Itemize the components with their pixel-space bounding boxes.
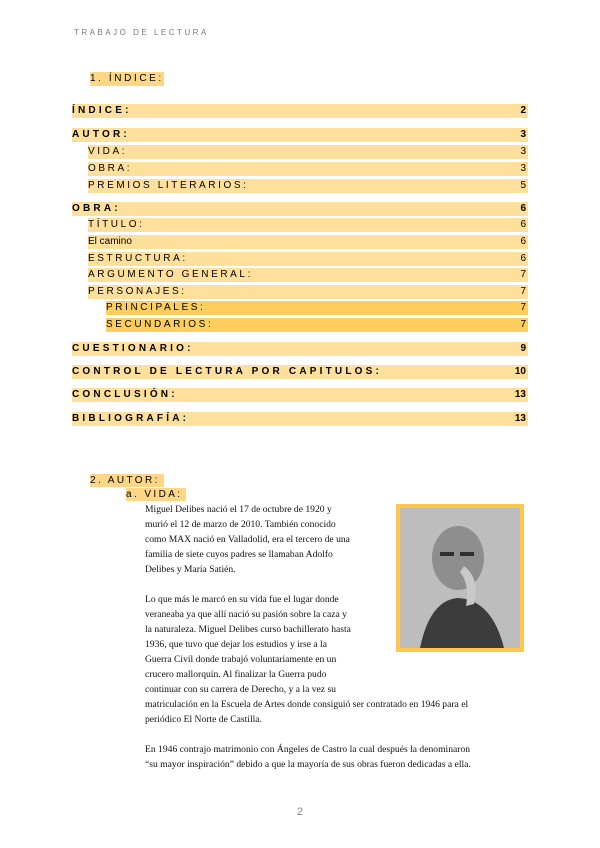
paragraph-line: Lo que más le marcó en su vida fue el lugar donde — [145, 594, 339, 605]
toc-entry-argumento[interactable] — [88, 268, 528, 282]
toc-entry-indice[interactable] — [72, 104, 528, 118]
toc-label: PERSONAJES: — [88, 286, 187, 297]
paragraph-line: la naturaleza. Miguel Delibes curso bachillerato hasta — [145, 624, 351, 635]
toc-entry-obra[interactable] — [88, 162, 528, 176]
author-photo — [400, 508, 520, 648]
toc-page: 6 — [520, 219, 526, 230]
paragraph-line: Delibes y María Satién. — [145, 564, 236, 575]
paragraph-line: Guerra Civil donde trabajó voluntariamente en un — [145, 654, 337, 665]
toc-page: 7 — [520, 302, 526, 313]
toc-page: 6 — [520, 203, 526, 214]
portrait-icon — [400, 508, 520, 648]
toc-entry-vida[interactable] — [88, 145, 528, 159]
toc-label: OBRA: — [88, 163, 133, 174]
toc-page: 3 — [520, 129, 526, 140]
toc-label: ÍNDICE: — [72, 105, 132, 116]
paragraph-line: periódico El Norte de Castilla. — [145, 714, 262, 725]
toc-entry-control[interactable] — [72, 365, 528, 379]
toc-entry-secundarios[interactable] — [106, 318, 528, 332]
toc-label: AUTOR: — [72, 129, 130, 140]
paragraph-line: matriculación en la Escuela de Artes donde consiguió ser contratado en 1946 para el — [145, 699, 469, 710]
section-2-heading: 2. AUTOR: — [90, 474, 164, 487]
toc-label: El camino — [88, 236, 132, 247]
section-1-heading: 1. ÍNDICE: — [90, 73, 164, 84]
page-number: 2 — [296, 806, 304, 818]
toc-page: 9 — [520, 343, 526, 354]
toc-label: VIDA: — [88, 146, 128, 157]
toc-label: ARGUMENTO GENERAL: — [88, 269, 253, 280]
toc-entry-bibliografia[interactable] — [72, 412, 528, 426]
running-header: TRABAJO DE LECTURA — [74, 28, 209, 37]
toc-page: 7 — [520, 319, 526, 330]
paragraph-line: como MAX nació en Valladolid, era el tercero de una — [145, 534, 350, 545]
toc-page: 6 — [520, 236, 526, 247]
toc-entry-titulo[interactable] — [88, 218, 528, 232]
toc-page: 13 — [514, 413, 526, 424]
toc-label: CONCLUSIÓN: — [72, 389, 178, 400]
paragraph-line: 1936, que tuvo que dejar los estudios y irse a la — [145, 639, 327, 650]
toc-entry-obra-main[interactable] — [72, 202, 528, 216]
toc-entry-conclusion[interactable] — [72, 388, 528, 402]
toc-label: TÍTULO: — [88, 219, 145, 230]
paragraph-line: murió el 12 de marzo de 2010. También conocido — [145, 519, 336, 530]
paragraph-line: Miguel Delibes nació el 17 de octubre de 1920 y — [145, 504, 332, 515]
toc-page: 10 — [514, 366, 526, 377]
toc-entry-premios[interactable] — [88, 179, 528, 193]
toc-entry-principales[interactable] — [106, 301, 528, 315]
paragraph-line: crucero mallorquín. Al finalizar la Guerra pudo — [145, 669, 327, 680]
toc-label: PRINCIPALES: — [106, 302, 206, 313]
toc-entry-estructura[interactable] — [88, 252, 528, 266]
toc-label: CONTROL DE LECTURA POR CAPITULOS: — [72, 366, 383, 377]
toc-label: CUESTIONARIO: — [72, 343, 194, 354]
paragraph-line: En 1946 contrajo matrimonio con Ángeles de Castro la cual después la denominaron — [145, 744, 471, 755]
toc-page: 3 — [520, 163, 526, 174]
paragraph-line: familia de siete cuyos padres se llamaban Adolfo — [145, 549, 333, 560]
toc-page: 13 — [514, 389, 526, 400]
toc-page: 2 — [520, 105, 526, 116]
toc-entry-cuestionario[interactable] — [72, 342, 528, 356]
subsection-vida-heading: a. VIDA: — [126, 488, 186, 501]
toc-entry-el-camino[interactable] — [88, 235, 528, 249]
toc-entry-autor[interactable] — [72, 128, 528, 142]
toc-label: SECUNDARIOS: — [106, 319, 214, 330]
paragraph-line: “su mayor inspiración” debido a que la mayoría de sus obras fueron dedicadas a ella. — [145, 759, 471, 770]
toc-page: 6 — [520, 253, 526, 264]
toc-entry-personajes[interactable] — [88, 285, 528, 299]
toc-page: 7 — [520, 269, 526, 280]
toc-page: 3 — [520, 146, 526, 157]
toc-label: PREMIOS LITERARIOS: — [88, 180, 249, 191]
paragraph-line: continuar con su carrera de Derecho, y a la vez su — [145, 684, 336, 695]
toc-page: 7 — [520, 286, 526, 297]
toc-label: BIBLIOGRAFÍA: — [72, 413, 190, 424]
author-photo-frame — [396, 504, 524, 652]
toc-page: 5 — [520, 180, 526, 191]
toc-label: OBRA: — [72, 203, 121, 214]
paragraph-line: veraneaba ya que allí nació su pasión sobre la caza y — [145, 609, 347, 620]
toc-label: ESTRUCTURA: — [88, 253, 188, 264]
